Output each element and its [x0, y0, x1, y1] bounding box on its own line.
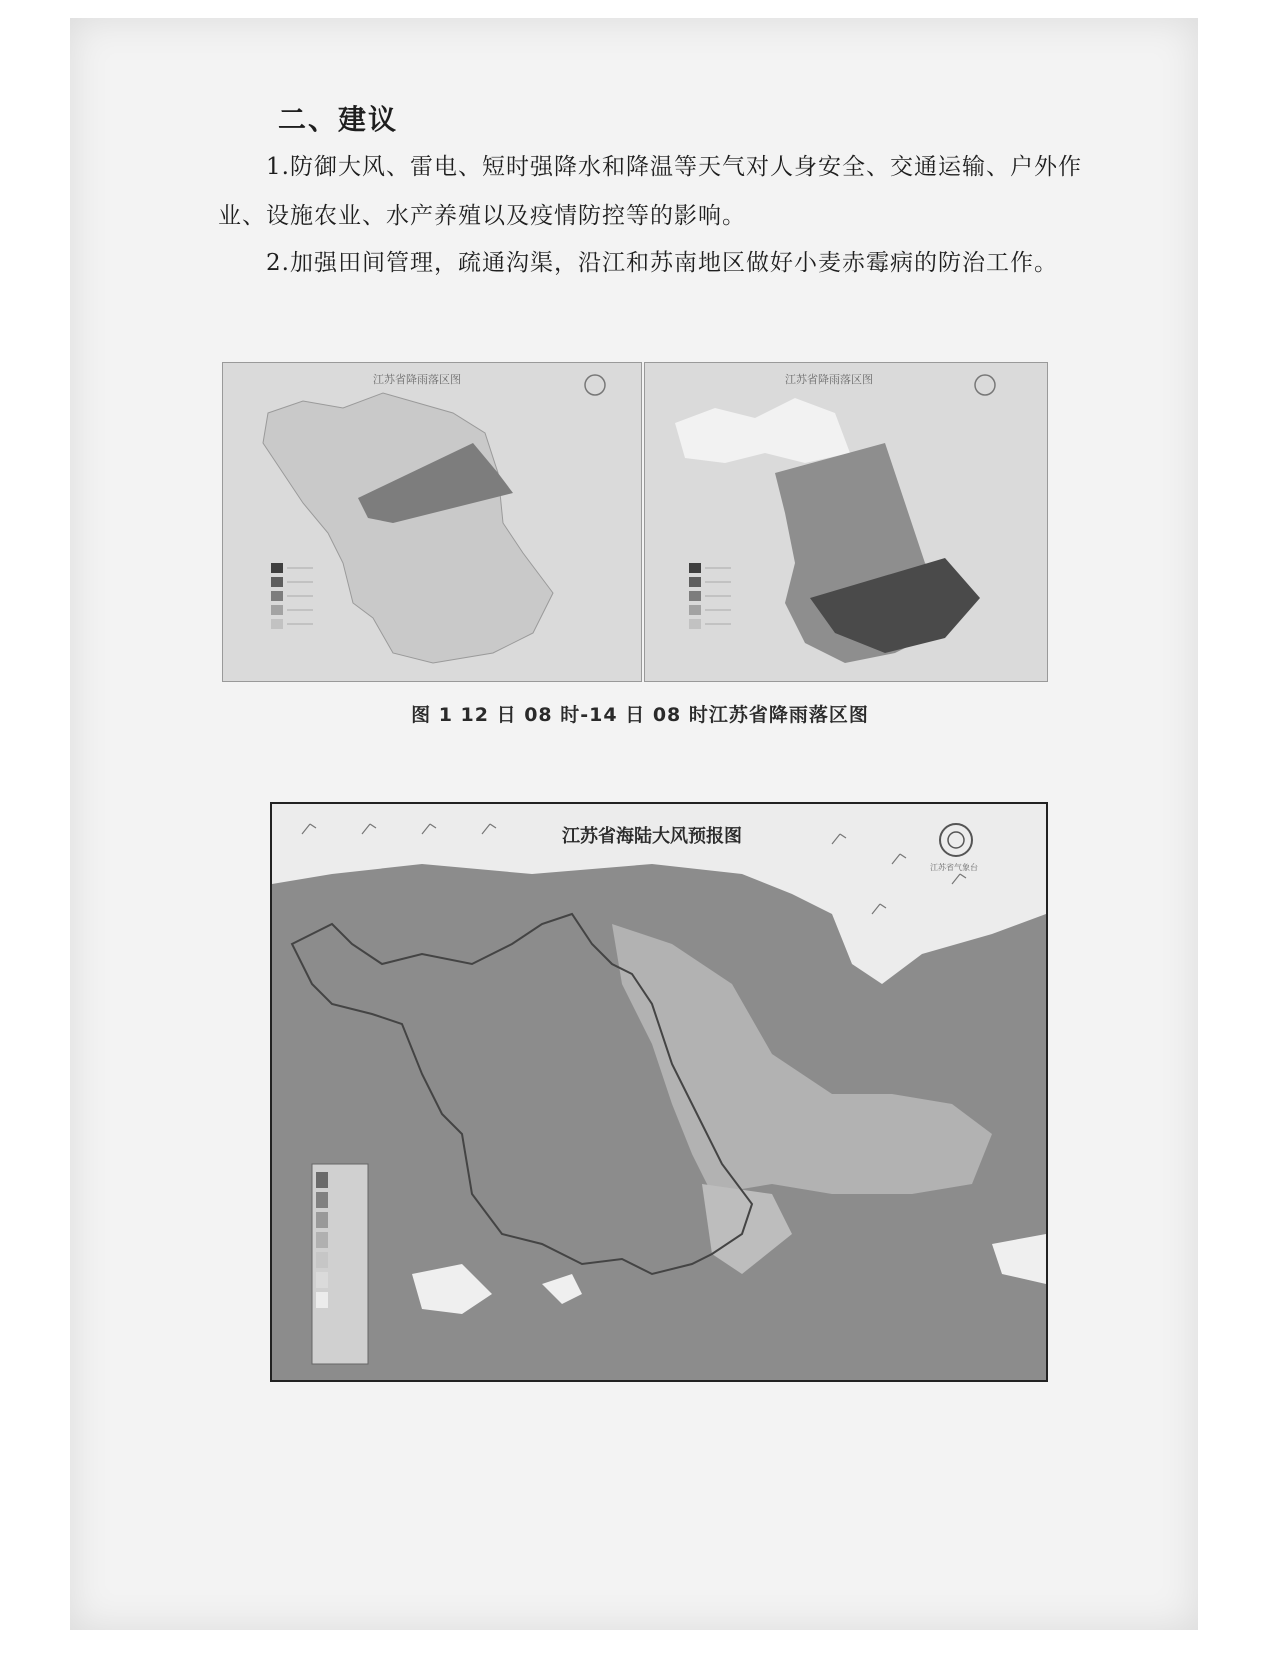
- rainfall-map-right-title: 江苏省降雨落区图: [785, 373, 873, 386]
- wind-forecast-map-graphic: [272, 804, 1046, 1380]
- figure-1-caption: 图 1 12 日 08 时-14 日 08 时江苏省降雨落区图: [411, 704, 869, 726]
- rainfall-map-left: [222, 362, 642, 682]
- paragraph-2: [218, 239, 1098, 288]
- wind-forecast-map: [270, 802, 1048, 1382]
- section-heading: 二、建议: [278, 103, 399, 136]
- figure-1: [222, 362, 1048, 682]
- paragraph-1: [218, 143, 1098, 241]
- rainfall-map-left-title: 江苏省降雨落区图: [373, 373, 461, 386]
- paragraph-1-text: 1.防御大风、雷电、短时强降水和降温等天气对人身安全、交通运输、户外作业、设施农业、水产养殖以及疫情防控等的影响。: [218, 154, 1082, 229]
- paragraph-2-text: 2.加强田间管理，疏通沟渠，沿江和苏南地区做好小麦赤霉病的防治工作。: [266, 250, 1058, 276]
- wind-map-title: 江苏省海陆大风预报图: [562, 826, 742, 847]
- rainfall-map-right: [644, 362, 1048, 682]
- rainfall-map-right-graphic: [645, 363, 1047, 681]
- wind-map-logo-text: 江苏省气象台: [930, 863, 978, 872]
- rainfall-map-left-graphic: [223, 363, 641, 681]
